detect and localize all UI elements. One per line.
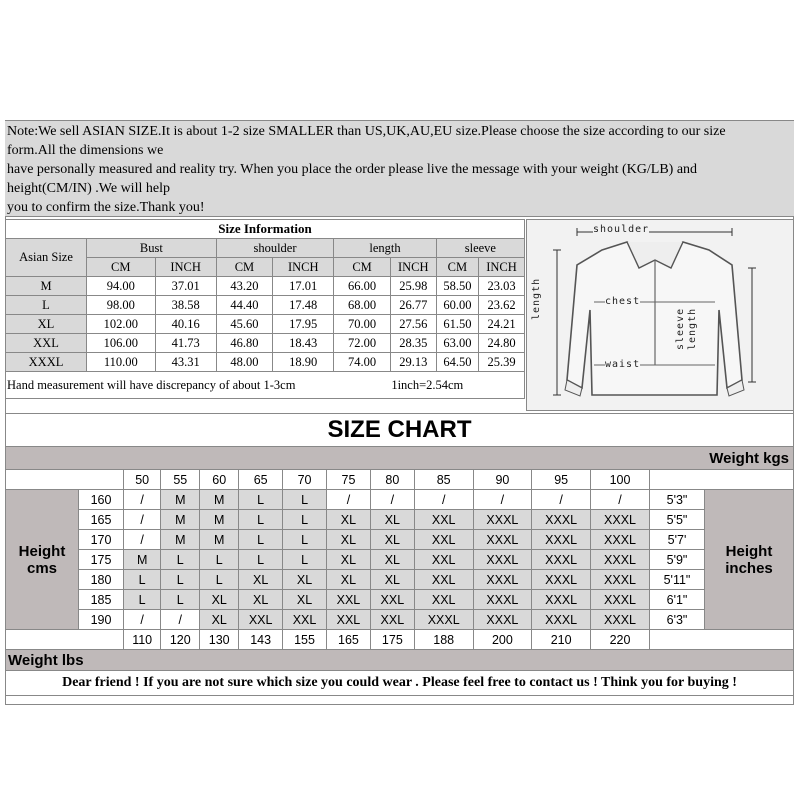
size-cell: XL (327, 550, 371, 570)
size-cell: XXL (239, 610, 283, 630)
shoulder-label: shoulder (593, 224, 650, 235)
cm-cell: 160 (79, 490, 124, 510)
size-cell: L (239, 550, 283, 570)
unit-header: CM (334, 258, 391, 277)
size-cell: XXXL (591, 550, 650, 570)
size-cell: M (200, 490, 239, 510)
height-row (6, 570, 794, 590)
lb-cell: 143 (239, 630, 283, 650)
size-cell: M (200, 510, 239, 530)
size-cell: L (161, 570, 200, 590)
size-cell: XXL (414, 570, 473, 590)
size-cell: XL (370, 550, 414, 570)
inch-cell: 5'11" (650, 570, 705, 590)
waist-label: waist (605, 359, 641, 370)
lb-cell: 175 (370, 630, 414, 650)
lb-cell: 130 (200, 630, 239, 650)
measure-cell: 44.40 (216, 296, 272, 315)
measure-cell: 41.73 (155, 334, 216, 353)
height-cms-text: cms (26, 559, 58, 577)
size-cell: XL (200, 590, 239, 610)
sleeve-label: sleeve (675, 307, 686, 350)
size-cell: XXXL (532, 590, 591, 610)
inch-cell: 6'3" (650, 610, 705, 630)
chest-label: chest (605, 296, 641, 307)
size-cell: L (283, 530, 327, 550)
size-cell: XXXL (6, 353, 87, 372)
kg-cell: 70 (283, 470, 327, 490)
size-cell: XXL (414, 590, 473, 610)
cm-cell: 190 (79, 610, 124, 630)
size-row (6, 334, 525, 353)
size-cell: L (124, 590, 161, 610)
size-cell: XXXL (591, 610, 650, 630)
group-header: shoulder (216, 239, 334, 258)
shirt-illustration (527, 220, 793, 410)
lb-cell: 110 (124, 630, 161, 650)
size-cell: / (124, 490, 161, 510)
inch-note: 1inch=2.54cm (390, 372, 524, 399)
size-cell: L (283, 550, 327, 570)
inch-cell: 6'1" (650, 590, 705, 610)
blank-cell (650, 470, 794, 490)
size-cell: XL (370, 570, 414, 590)
measure-cell: 38.58 (155, 296, 216, 315)
unit-header: INCH (273, 258, 334, 277)
group-header: Bust (87, 239, 217, 258)
height-row (6, 530, 794, 550)
size-cell: L (239, 510, 283, 530)
measure-cell: 23.03 (479, 277, 525, 296)
size-cell: L (161, 590, 200, 610)
blank-cell (6, 470, 124, 490)
size-cell: XXXL (532, 530, 591, 550)
size-cell: XXL (6, 334, 87, 353)
kg-cell: 95 (532, 470, 591, 490)
lb-cell: 200 (473, 630, 532, 650)
height-row (6, 510, 794, 530)
lb-cell: 220 (591, 630, 650, 650)
size-cell: XL (370, 510, 414, 530)
weight-lbs-label: Weight lbs (6, 650, 794, 671)
measure-cell: 24.21 (479, 315, 525, 334)
size-cell: XXXL (532, 610, 591, 630)
measure-cell: 37.01 (155, 277, 216, 296)
size-info-title: Size Information (6, 220, 525, 239)
size-cell: XXXL (591, 590, 650, 610)
height-inches-text: Height (725, 542, 773, 560)
size-cell: M (161, 490, 200, 510)
size-cell: M (161, 510, 200, 530)
measure-cell: 58.50 (436, 277, 478, 296)
hand-note: Hand measurement will have discrepancy of about 1-3cm (6, 372, 391, 399)
measure-cell: 68.00 (334, 296, 391, 315)
measure-cell: 45.60 (216, 315, 272, 334)
group-header: sleeve (436, 239, 524, 258)
unit-header: INCH (390, 258, 436, 277)
measure-cell: 28.35 (390, 334, 436, 353)
size-cell: L (200, 550, 239, 570)
size-cell: / (532, 490, 591, 510)
shirt-diagram (526, 219, 794, 411)
measure-cell: 74.00 (334, 353, 391, 372)
size-cell: / (124, 530, 161, 550)
size-cell: XXL (327, 590, 371, 610)
height-row (6, 590, 794, 610)
measure-cell: 70.00 (334, 315, 391, 334)
measure-cell: 23.62 (479, 296, 525, 315)
note-line: height(CM/IN) .We will help (7, 181, 170, 196)
measure-cell: 64.50 (436, 353, 478, 372)
size-cell: XXXL (473, 510, 532, 530)
blank-cell (6, 630, 124, 650)
size-cell: XXXL (473, 530, 532, 550)
kg-cell: 50 (124, 470, 161, 490)
lb-cell: 188 (414, 630, 473, 650)
size-cell: L (200, 570, 239, 590)
size-cell: / (414, 490, 473, 510)
cm-cell: 165 (79, 510, 124, 530)
cm-cell: 180 (79, 570, 124, 590)
size-cell: XL (327, 570, 371, 590)
size-cell: XL (239, 590, 283, 610)
measure-cell: 25.39 (479, 353, 525, 372)
height-cms-label (6, 490, 79, 630)
size-cell: XL (239, 570, 283, 590)
cm-cell: 185 (79, 590, 124, 610)
measure-cell: 27.56 (390, 315, 436, 334)
size-cell: XXL (414, 530, 473, 550)
unit-header: INCH (479, 258, 525, 277)
size-cell: / (473, 490, 532, 510)
length-label: length (531, 277, 542, 320)
measure-cell: 66.00 (334, 277, 391, 296)
inch-cell: 5'3" (650, 490, 705, 510)
lb-cell: 120 (161, 630, 200, 650)
size-cell: XXXL (591, 510, 650, 530)
size-cell: XL (327, 510, 371, 530)
kg-cell: 80 (370, 470, 414, 490)
size-cell: XXL (370, 610, 414, 630)
note-line: Note:We sell ASIAN SIZE.It is about 1-2 size SMALLER than US,UK,AU,EU size.Please choose the size according to our size (7, 124, 726, 139)
measure-cell: 17.95 (273, 315, 334, 334)
note-line: form.All the dimensions we (7, 143, 164, 158)
size-cell: XXXL (532, 510, 591, 530)
height-inches-label (705, 490, 794, 630)
measure-cell: 63.00 (436, 334, 478, 353)
blank-cell (650, 630, 794, 650)
size-cell: L (239, 490, 283, 510)
measure-cell: 43.31 (155, 353, 216, 372)
size-cell: L (6, 296, 87, 315)
size-cell: XL (200, 610, 239, 630)
inch-cell: 5'7' (650, 530, 705, 550)
size-cell: XL (283, 590, 327, 610)
inch-cell: 5'5" (650, 510, 705, 530)
unit-header: CM (87, 258, 156, 277)
size-cell: M (124, 550, 161, 570)
measure-cell: 98.00 (87, 296, 156, 315)
size-cell: XL (327, 530, 371, 550)
size-cell: XXL (414, 550, 473, 570)
height-row (6, 490, 794, 510)
measure-cell: 26.77 (390, 296, 436, 315)
size-cell: / (327, 490, 371, 510)
size-cell: XXL (370, 590, 414, 610)
size-cell: XXXL (473, 570, 532, 590)
size-cell: L (283, 510, 327, 530)
unit-header: INCH (155, 258, 216, 277)
group-header: length (334, 239, 436, 258)
asian-size-header: Asian Size (6, 239, 87, 277)
height-row (6, 610, 794, 630)
size-cell: / (591, 490, 650, 510)
note-line: have personally measured and reality try. When you place the order please live the message with your weight (KG/LB) and (7, 162, 698, 177)
measure-cell: 106.00 (87, 334, 156, 353)
size-row (6, 353, 525, 372)
size-cell: XXXL (473, 590, 532, 610)
size-chart-table (5, 446, 794, 696)
kg-cell: 100 (591, 470, 650, 490)
size-cell: L (124, 570, 161, 590)
lb-cell: 155 (283, 630, 327, 650)
measure-cell: 94.00 (87, 277, 156, 296)
size-row (6, 296, 525, 315)
height-cms-text: Height (18, 542, 66, 560)
size-cell: M (161, 530, 200, 550)
size-cell: XXL (414, 510, 473, 530)
size-cell: XXXL (473, 550, 532, 570)
size-cell: XL (370, 530, 414, 550)
measure-cell: 60.00 (436, 296, 478, 315)
measure-cell: 102.00 (87, 315, 156, 334)
unit-header: CM (216, 258, 272, 277)
size-cell: XXXL (473, 610, 532, 630)
size-cell: / (370, 490, 414, 510)
measure-cell: 29.13 (390, 353, 436, 372)
cm-cell: 170 (79, 530, 124, 550)
lb-cell: 165 (327, 630, 371, 650)
size-cell: XXXL (591, 530, 650, 550)
size-cell: XXXL (532, 550, 591, 570)
measure-cell: 46.80 (216, 334, 272, 353)
measure-cell: 43.20 (216, 277, 272, 296)
measure-cell: 72.00 (334, 334, 391, 353)
note-line: you to confirm the size.Thank you! (7, 200, 205, 215)
weight-kgs-label: Weight kgs (6, 447, 794, 470)
cm-cell: 175 (79, 550, 124, 570)
size-cell: / (161, 610, 200, 630)
size-cell: M (200, 530, 239, 550)
kg-cell: 90 (473, 470, 532, 490)
kg-cell: 60 (200, 470, 239, 490)
measure-cell: 24.80 (479, 334, 525, 353)
kg-cell: 65 (239, 470, 283, 490)
size-row (6, 315, 525, 334)
size-information-table (5, 219, 525, 399)
measure-cell: 17.48 (273, 296, 334, 315)
size-cell: M (6, 277, 87, 296)
size-note (5, 121, 794, 217)
size-cell: / (124, 610, 161, 630)
measure-cell: 25.98 (390, 277, 436, 296)
kg-cell: 55 (161, 470, 200, 490)
unit-header: CM (436, 258, 478, 277)
size-cell: XXXL (532, 570, 591, 590)
kg-cell: 75 (327, 470, 371, 490)
measure-cell: 110.00 (87, 353, 156, 372)
kg-cell: 85 (414, 470, 473, 490)
size-cell: L (283, 490, 327, 510)
measure-cell: 48.00 (216, 353, 272, 372)
size-row (6, 277, 525, 296)
size-cell: XXL (283, 610, 327, 630)
size-cell: XXL (327, 610, 371, 630)
measure-cell: 18.43 (273, 334, 334, 353)
height-row (6, 550, 794, 570)
size-cell: L (239, 530, 283, 550)
size-cell: XXXL (591, 570, 650, 590)
size-cell: L (161, 550, 200, 570)
size-cell: XL (283, 570, 327, 590)
measure-cell: 18.90 (273, 353, 334, 372)
height-inches-text: inches (725, 559, 773, 577)
size-cell: XL (6, 315, 87, 334)
size-cell: / (124, 510, 161, 530)
measure-cell: 61.50 (436, 315, 478, 334)
lb-cell: 210 (532, 630, 591, 650)
size-chart-title: SIZE CHART (5, 413, 794, 446)
size-cell: XXXL (414, 610, 473, 630)
measure-cell: 17.01 (273, 277, 334, 296)
footer-message: Dear friend ! If you are not sure which size you could wear . Please feel free to contact us ! Think you for buying ! (6, 671, 794, 696)
inch-cell: 5'9" (650, 550, 705, 570)
measure-cell: 40.16 (155, 315, 216, 334)
sleeve-length-label: length (687, 307, 698, 350)
